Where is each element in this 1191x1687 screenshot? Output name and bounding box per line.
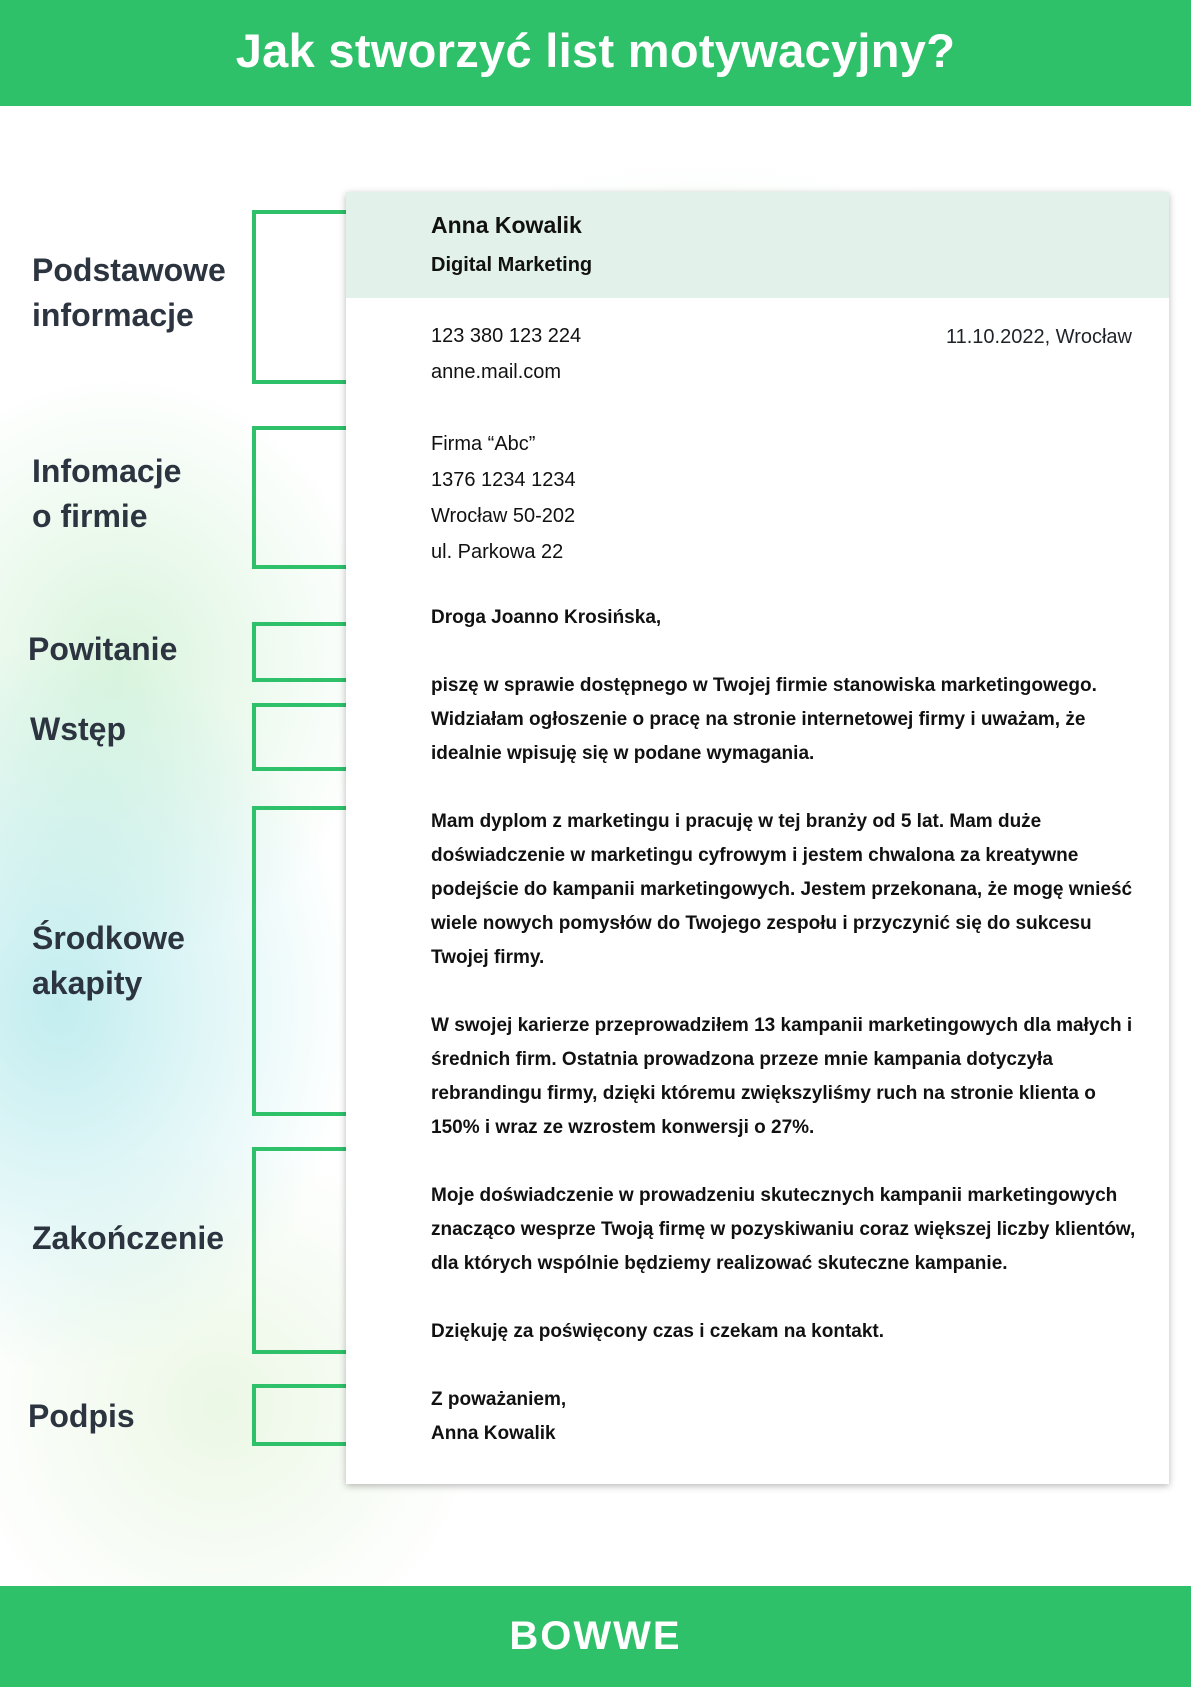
middle-paragraph-2: W swojej karierze przeprowadziłem 13 kampanii marketingowych dla małych i średnich firm. Ostatnia prowadzona przeze mnie kampania dotyczyła rebrandingu firmy, dzięki któremu zwiększyliśmy ruch na stronie klienta o 150% i wraz ze wzrostem konwersji o 27%. <box>431 1015 1133 1138</box>
cover-letter <box>346 192 1169 1484</box>
bracket-basic-info <box>252 210 346 384</box>
sender-name: Anna Kowalik <box>431 212 582 238</box>
letter-header <box>346 192 1169 298</box>
label-signature: Podpis <box>28 1398 135 1434</box>
label-basic-info: Podstawowe informacje <box>32 252 226 333</box>
signature-name: Anna Kowalik <box>431 1423 556 1444</box>
letter-greeting: Droga Joanno Krosińska, <box>431 607 662 628</box>
label-intro: Wstęp <box>30 711 126 747</box>
bracket-ending <box>252 1147 346 1354</box>
label-greeting: Powitanie <box>28 631 178 667</box>
page-footer <box>0 1586 1191 1687</box>
sender-role: Digital Marketing <box>431 254 593 276</box>
bracket-signature <box>252 1384 346 1446</box>
thanks-line: Dziękuję za poświęcony czas i czekam na kontakt. <box>431 1321 885 1342</box>
sender-phone: 123 380 123 224 <box>431 325 582 347</box>
closing-line: Z poważaniem, <box>431 1389 567 1410</box>
bracket-greeting <box>252 622 346 682</box>
middle-paragraph-1: Mam dyplom z marketingu i pracuję w tej branży od 5 lat. Mam duże doświadczenie w marketingu cyfrowym i jestem chwalona za kreatywne podejście do kampanii marketingowych. Jestem przekonana, że mogę wnieść wiele nowych pomysłów do Twojego zespołu i przyczynić się do sukcesu Twojej firmy. <box>431 811 1133 968</box>
label-ending: Zakończenie <box>32 1220 225 1256</box>
intro-paragraph: piszę w sprawie dostępnego w Twojej firmie stanowiska marketingowego. Widziałam ogłoszenie o pracę na stronie internetowej firmy i uważam, że idealnie wpisuję się w podane wymagania. <box>431 675 1097 764</box>
bracket-intro <box>252 703 346 771</box>
company-street: ul. Parkowa 22 <box>431 541 564 563</box>
page-title: Jak stworzyć list motywacyjny? <box>235 23 956 77</box>
bowwe-logo: BOWWE <box>509 1614 682 1658</box>
company-city: Wrocław 50-202 <box>431 505 576 527</box>
sender-email: anne.mail.com <box>431 361 562 383</box>
label-company-info: Infomacje o firmie <box>32 453 182 534</box>
bracket-company-info <box>252 426 346 569</box>
bracket-middle-paragraphs <box>252 806 346 1116</box>
company-name: Firma “Abc” <box>431 433 536 455</box>
letter-date: 11.10.2022, Wrocław <box>945 326 1132 348</box>
page-header <box>0 0 1191 106</box>
label-middle-paragraphs: Środkowe akapity <box>32 920 185 1001</box>
company-number: 1376 1234 1234 <box>431 469 576 491</box>
ending-paragraph: Moje doświadczenie w prowadzeniu skutecznych kampanii marketingowych znacząco wesprze Twoją firmę w pozyskiwaniu coraz większej liczby klientów, dla których wspólnie będziemy realizować skuteczne kampanie. <box>431 1185 1136 1274</box>
